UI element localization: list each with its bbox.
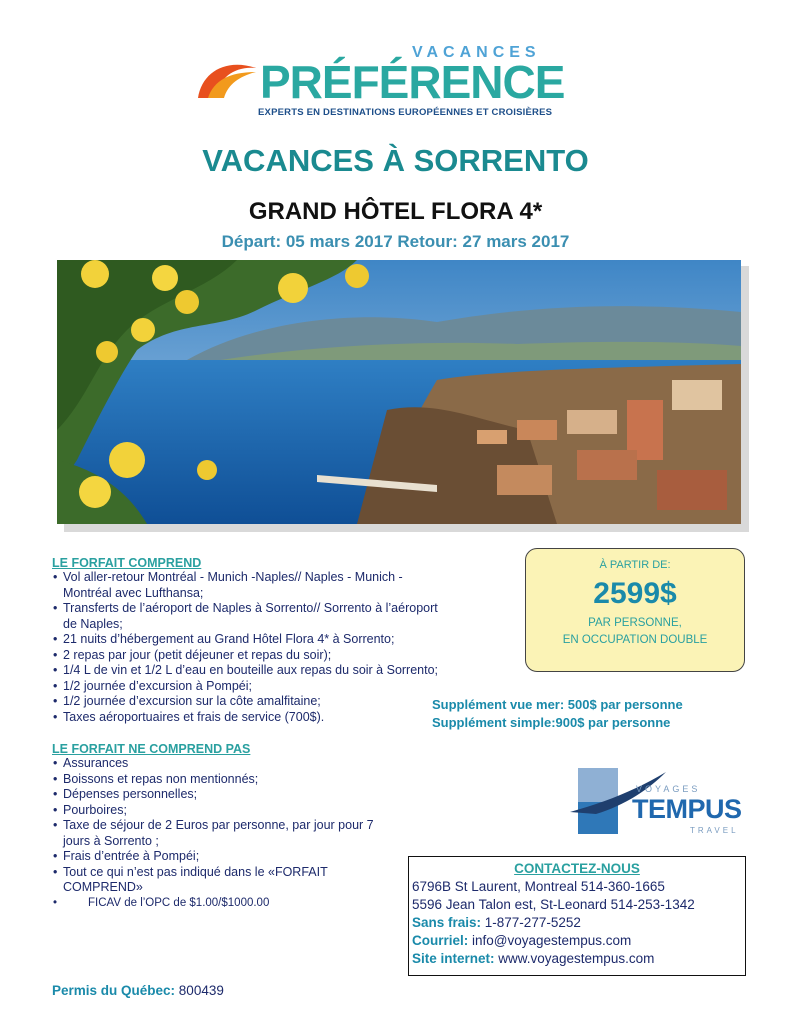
price-per-person: PAR PERSONNE, bbox=[588, 617, 682, 629]
list-item: • 2 repas par jour (petit déjeuner et repas du soir); bbox=[52, 648, 452, 664]
includes-list bbox=[52, 570, 452, 725]
email-row bbox=[409, 932, 745, 950]
tempus-voyages-text: VOYAGES bbox=[636, 784, 701, 794]
tempus-name-text: TEMPUS bbox=[632, 794, 742, 824]
list-item: • Taxe de séjour de 2 Euros par personne, par jour pour 7 jours à Sorrento ; bbox=[52, 818, 392, 849]
tollfree-row bbox=[409, 914, 745, 932]
website-link[interactable]: www.voyagestempus.com bbox=[494, 951, 655, 966]
tollfree-number: 1-877-277-5252 bbox=[481, 915, 581, 930]
tempus-logo bbox=[566, 762, 746, 844]
permit-label: Permis du Québec: bbox=[52, 983, 176, 998]
permit-number: 800439 bbox=[175, 983, 224, 998]
sorrento-photo bbox=[57, 260, 741, 524]
list-item: • FICAV de l’OPC de $1.00/$1000.00 bbox=[52, 896, 392, 912]
list-item: • Dépenses personnelles; bbox=[52, 787, 392, 803]
permit-line bbox=[52, 983, 224, 998]
excludes-list bbox=[52, 756, 392, 911]
logo-vacances-text: VACANCES bbox=[412, 44, 541, 61]
contact-heading: CONTACTEZ-NOUS bbox=[514, 861, 640, 876]
email-label: Courriel: bbox=[412, 933, 469, 948]
price-from-label: À PARTIR DE: bbox=[599, 559, 671, 571]
includes-section bbox=[52, 556, 452, 725]
supplement-sea-view: Supplément vue mer: 500$ par personne bbox=[432, 697, 683, 712]
list-item: • Taxes aéroportuaires et frais de service (700$). bbox=[52, 710, 452, 726]
tollfree-label: Sans frais: bbox=[412, 915, 482, 930]
price-amount: 2599$ bbox=[593, 577, 677, 610]
preference-logo-swoosh-icon bbox=[196, 58, 258, 102]
logo-tagline: EXPERTS EN DESTINATIONS EUROPÉENNES ET CROISIÈRES bbox=[258, 107, 553, 118]
page-title: VACANCES À SORRENTO bbox=[202, 143, 589, 178]
list-item: • 1/4 L de vin et 1/2 L d’eau en bouteille aux repas du soir à Sorrento; bbox=[52, 663, 452, 679]
list-item: • Frais d’entrée à Pompéi; bbox=[52, 849, 392, 865]
list-item: • 1/2 journée d’excursion sur la côte amalfitaine; bbox=[52, 694, 452, 710]
excludes-section bbox=[52, 742, 392, 911]
email-link[interactable]: info@voyagestempus.com bbox=[468, 933, 632, 948]
includes-heading: LE FORFAIT COMPREND bbox=[52, 556, 202, 570]
travel-dates: Départ: 05 mars 2017 Retour: 27 mars 2017 bbox=[221, 232, 570, 251]
list-item: • Boissons et repas non mentionnés; bbox=[52, 772, 392, 788]
list-item: • 21 nuits d’hébergement au Grand Hôtel Flora 4* à Sorrento; bbox=[52, 632, 452, 648]
list-item: • Vol aller-retour Montréal - Munich -Naples// Naples - Munich - Montréal avec Lufthansa; bbox=[52, 570, 452, 601]
list-item: • Tout ce qui n’est pas indiqué dans le «FORFAIT COMPREND» bbox=[52, 865, 363, 896]
supplement-single: Supplément simple:900$ par personne bbox=[432, 715, 671, 730]
logo-preference-text: PRÉFÉRENCE bbox=[260, 56, 565, 108]
list-item: • Assurances bbox=[52, 756, 392, 772]
website-row bbox=[409, 950, 745, 968]
hotel-name: GRAND HÔTEL FLORA 4* bbox=[248, 198, 543, 225]
list-item: • 1/2 journée d’excursion à Pompéi; bbox=[52, 679, 452, 695]
list-item: • Pourboires; bbox=[52, 803, 392, 819]
price-box bbox=[525, 548, 745, 672]
website-label: Site internet: bbox=[412, 951, 495, 966]
address-montreal: 6796B St Laurent, Montreal 514-360-1665 bbox=[412, 879, 665, 894]
list-item: • Transferts de l’aéroport de Naples à Sorrento// Sorrento à l’aéroport de Naples; bbox=[52, 601, 452, 632]
address-st-leonard: 5596 Jean Talon est, St-Leonard 514-253-1342 bbox=[412, 897, 695, 912]
contact-box bbox=[408, 856, 746, 976]
price-occupancy: EN OCCUPATION DOUBLE bbox=[562, 634, 708, 646]
tempus-travel-text: TRAVEL bbox=[690, 826, 739, 835]
excludes-heading: LE FORFAIT NE COMPREND PAS bbox=[52, 742, 251, 756]
